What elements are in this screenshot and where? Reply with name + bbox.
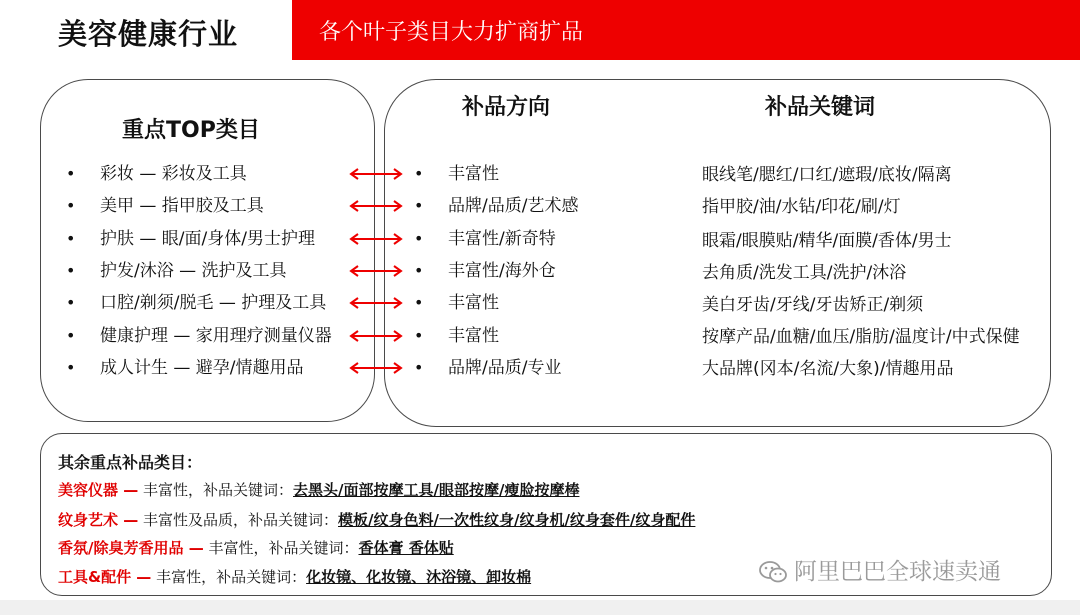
double-arrow-icon — [348, 199, 404, 213]
bullet-icon: • — [414, 261, 424, 280]
category-item: 健康护理 — 家用理疗测量仪器 — [100, 326, 332, 346]
other-category-desc: 丰富性及品质，补品关键词： — [138, 511, 339, 529]
other-category-line — [58, 480, 579, 500]
keyword-item: 指甲胶/油/水钻/印花/刷/灯 — [702, 197, 901, 217]
double-arrow-icon — [348, 361, 404, 375]
keywords-heading: 补品关键词 — [765, 95, 876, 120]
direction-item: 丰富性 — [448, 326, 499, 346]
other-category-line — [58, 538, 454, 558]
bullet-icon: • — [414, 164, 424, 183]
banner-text: 各个叶子类目大力扩商扩品 — [319, 20, 584, 45]
bullet-icon: • — [66, 229, 76, 248]
category-item: 美甲 — 指甲胶及工具 — [100, 196, 264, 216]
other-category-keywords: 模板/纹身色料/一次性纹身/纹身机/纹身套件/纹身配件 — [338, 511, 696, 529]
category-item: 成人计生 — 避孕/情趣用品 — [100, 358, 304, 378]
other-category-name: 美容仪器 — — [58, 481, 139, 499]
watermark — [758, 553, 1001, 586]
bullet-icon: • — [414, 358, 424, 377]
other-category-desc: 丰富性，补品关键词： — [151, 568, 307, 586]
double-arrow-icon — [348, 296, 404, 310]
category-item: 口腔/剃须/脱毛 — 护理及工具 — [100, 293, 327, 313]
other-categories-title: 其余重点补品类目： — [58, 453, 203, 472]
top-categories-heading: 重点TOP类目 — [122, 118, 260, 143]
other-category-line — [58, 510, 695, 530]
keyword-item: 大品牌(冈本/名流/大象)/情趣用品 — [702, 359, 954, 379]
other-category-name: 纹身艺术 — — [58, 511, 139, 529]
category-item: 护发/沐浴 — 洗护及工具 — [100, 261, 287, 281]
direction-heading: 补品方向 — [462, 95, 551, 120]
double-arrow-icon — [348, 264, 404, 278]
keyword-item: 去角质/洗发工具/洗护/沐浴 — [702, 263, 907, 283]
other-category-keywords: 去黑头/面部按摩工具/眼部按摩/瘦脸按摩棒 — [293, 481, 580, 499]
other-category-name: 工具&配件 — — [58, 568, 152, 586]
double-arrow-icon — [348, 329, 404, 343]
keyword-item: 眼霜/眼膜贴/精华/面膜/香体/男士 — [702, 231, 952, 251]
double-arrow-icon — [348, 232, 404, 246]
watermark-text: 阿里巴巴全球速卖通 — [794, 559, 1001, 585]
bullet-icon: • — [414, 229, 424, 248]
other-category-name: 香氛/除臭芳香用品 — — [58, 539, 204, 557]
category-item: 护肤 — 眼/面/身体/男士护理 — [100, 229, 315, 249]
category-item: 彩妆 — 彩妆及工具 — [100, 164, 247, 184]
other-category-keywords: 香体膏 香体贴 — [358, 539, 454, 557]
page-title: 美容健康行业 — [58, 17, 239, 51]
direction-item: 丰富性/新奇特 — [448, 229, 556, 249]
bullet-icon: • — [66, 358, 76, 377]
keyword-item: 按摩产品/血糖/血压/脂肪/温度计/中式保健 — [702, 327, 1020, 347]
bullet-icon: • — [414, 326, 424, 345]
bullet-icon: • — [66, 164, 76, 183]
title-banner — [292, 0, 1080, 60]
bullet-icon: • — [414, 293, 424, 312]
direction-item: 丰富性 — [448, 293, 499, 313]
other-category-keywords: 化妆镜、化妆镜、沐浴镜、卸妆棉 — [306, 568, 532, 586]
direction-item: 品牌/品质/艺术感 — [448, 196, 579, 216]
other-category-desc: 丰富性，补品关键词： — [203, 539, 359, 557]
double-arrow-icon — [348, 167, 404, 181]
bullet-icon: • — [66, 293, 76, 312]
keyword-item: 眼线笔/腮红/口红/遮瑕/底妆/隔离 — [702, 165, 952, 185]
bullet-icon: • — [66, 196, 76, 215]
direction-item: 品牌/品质/专业 — [448, 358, 562, 378]
bullet-icon: • — [66, 326, 76, 345]
bullet-icon: • — [414, 196, 424, 215]
direction-item: 丰富性/海外仓 — [448, 261, 556, 281]
other-category-desc: 丰富性，补品关键词： — [138, 481, 294, 499]
bullet-icon: • — [66, 261, 76, 280]
bottom-strip — [0, 600, 1080, 615]
wechat-icon — [758, 559, 788, 585]
direction-item: 丰富性 — [448, 164, 499, 184]
other-category-line — [58, 567, 531, 587]
keyword-item: 美白牙齿/牙线/牙齿矫正/剃须 — [702, 295, 924, 315]
